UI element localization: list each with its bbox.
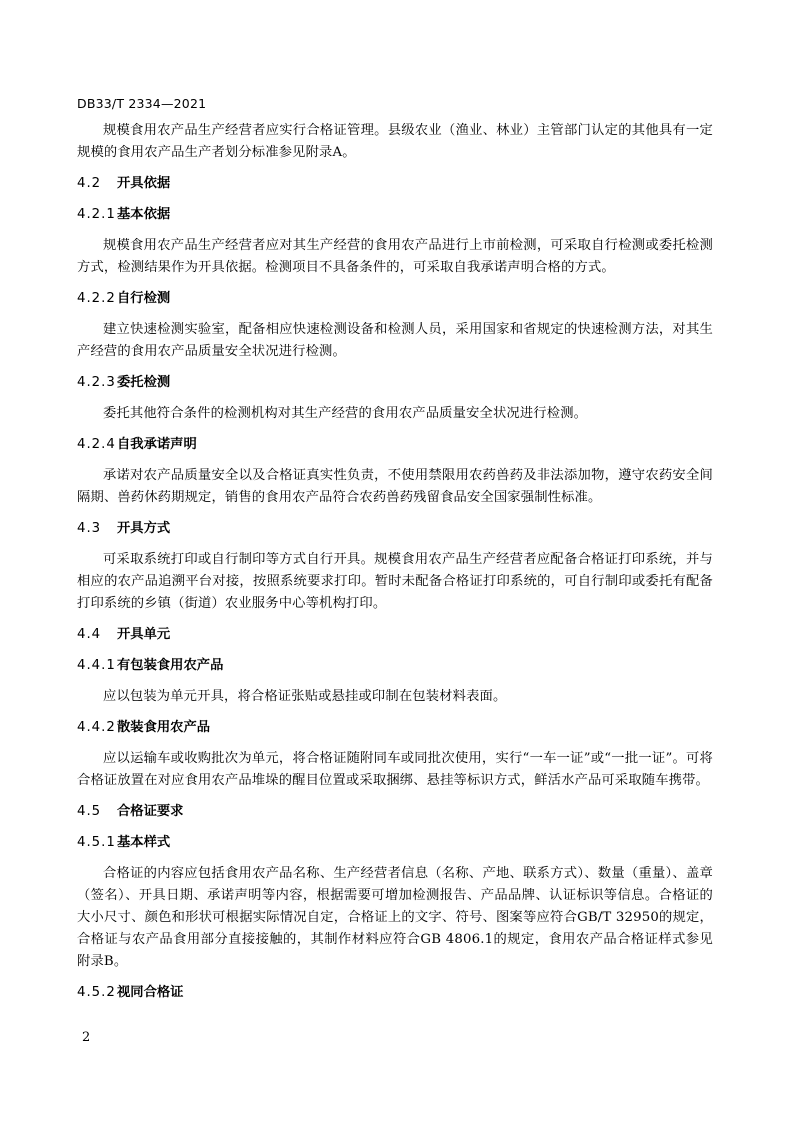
section-title: 视同合格证 xyxy=(117,985,184,1000)
section-heading xyxy=(77,624,713,646)
section-title: 有包装食用农产品 xyxy=(117,658,224,673)
doc-code-header: DB33/T 2334—2021 xyxy=(77,96,207,111)
section-heading xyxy=(77,434,713,456)
section-number: 4.2.1 xyxy=(77,207,116,222)
section-number: 4.2.2 xyxy=(77,291,116,306)
section-number: 4.2 xyxy=(77,176,102,191)
paragraph: 应以运输车或收购批次为单元，将合格证随附同车或同批次使用，实行“一车一证”或“一批一证”。可将合格证放置在对应食用农产品堆垛的醒目位置或采取捆绑、悬挂等标识方式，鲜活水产品可采取随车携带。 xyxy=(77,751,713,788)
section-heading xyxy=(77,655,713,677)
section-number: 4.3 xyxy=(77,521,102,536)
paragraph: 规模食用农产品生产经营者应对其生产经营的食用农产品进行上市前检测，可采取自行检测或委托检测方式，检测结果作为开具依据。检测项目不具备条件的，可采取自我承诺声明合格的方式。 xyxy=(77,238,713,275)
section-title: 开具方式 xyxy=(117,521,171,536)
section-number: 4.5.2 xyxy=(77,985,116,1000)
section-number: 4.5.1 xyxy=(77,835,116,850)
section-heading xyxy=(77,982,713,1004)
section-number: 4.4 xyxy=(77,627,102,642)
section-number: 4.2.3 xyxy=(77,375,116,390)
section-title: 自我承诺声明 xyxy=(117,437,197,452)
section-heading xyxy=(77,832,713,854)
section-heading xyxy=(77,801,713,823)
page-number: 2 xyxy=(82,1030,91,1045)
section-heading xyxy=(77,173,713,195)
section-heading xyxy=(77,204,713,226)
paragraph: 可采取系统打印或自行制印等方式自行开具。规模食用农产品生产经营者应配备合格证打印系统，并与相应的农产品追溯平台对接，按照系统要求打印。暂时未配备合格证打印系统的，可自行制印或委托有配备打印系统的乡镇（街道）农业服务中心等机构打印。 xyxy=(77,552,713,611)
section-title: 散装食用农产品 xyxy=(117,720,211,735)
section-heading xyxy=(77,717,713,739)
paragraph: 建立快速检测实验室，配备相应快速检测设备和检测人员，采用国家和省规定的快速检测方法，对其生产经营的食用农产品质量安全状况进行检测。 xyxy=(77,322,713,359)
section-heading xyxy=(77,372,713,394)
section-number: 4.4.1 xyxy=(77,658,116,673)
paragraph: 合格证的内容应包括食用农产品名称、生产经营者信息（名称、产地、联系方式）、数量（重量）、盖章（签名）、开具日期、承诺声明等内容，根据需要可增加检测报告、产品品牌、认证标识等信息。合格证的大小尺寸、颜色和形状可根据实际情况自定，合格证上的文字、符号、图案等应符合GB/T 32950的规定，合格证与农产品食用部分直接接触的，其制作材料应符合GB 4806.1的规定，食用农产品合格证样式参见附录B。 xyxy=(77,866,713,969)
section-title: 基本依据 xyxy=(117,207,171,222)
section-number: 4.4.2 xyxy=(77,720,116,735)
section-title: 开具依据 xyxy=(117,176,171,191)
section-number: 4.5 xyxy=(77,804,102,819)
paragraph: 应以包装为单元开具，将合格证张贴或悬挂或印制在包装材料表面。 xyxy=(103,689,507,704)
paragraph: 委托其他符合条件的检测机构对其生产经营的食用农产品质量安全状况进行检测。 xyxy=(103,406,588,421)
section-title: 开具单元 xyxy=(117,627,171,642)
section-title: 委托检测 xyxy=(117,375,171,390)
section-heading xyxy=(77,288,713,310)
section-heading xyxy=(77,518,713,540)
paragraph: 承诺对农产品质量安全以及合格证真实性负责，不使用禁限用农药兽药及非法添加物，遵守农药安全间隔期、兽药休药期规定，销售的食用农产品符合农药兽药残留食品安全国家强制性标准。 xyxy=(77,468,713,505)
paragraph: 规模食用农产品生产经营者应实行合格证管理。县级农业（渔业、林业）主管部门认定的其他具有一定规模的食用农产品生产者划分标准参见附录A。 xyxy=(77,123,713,160)
section-number: 4.2.4 xyxy=(77,437,116,452)
document-body xyxy=(77,120,713,1013)
section-title: 合格证要求 xyxy=(117,804,184,819)
section-title: 基本样式 xyxy=(117,835,171,850)
section-title: 自行检测 xyxy=(117,291,171,306)
